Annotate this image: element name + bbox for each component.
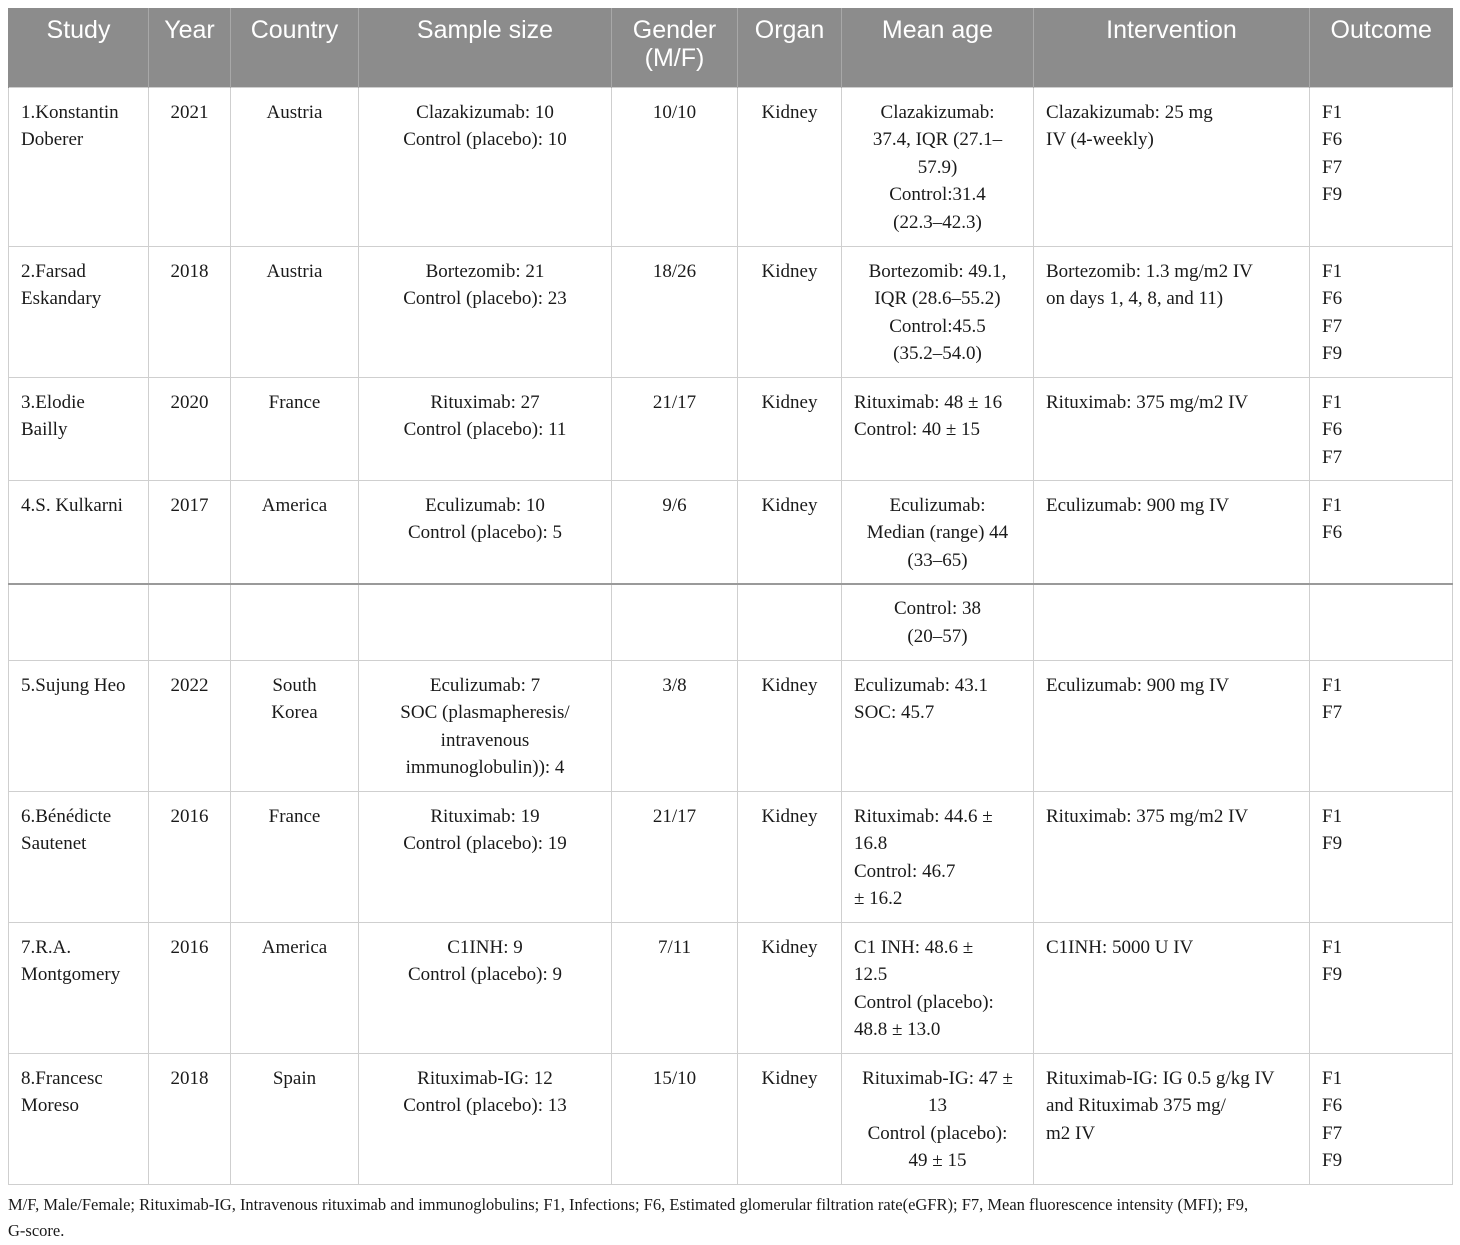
cell-text-line: Montgomery <box>21 964 121 985</box>
footnote-line: M/F, Male/Female; Rituximab-IG, Intravenous rituximab and immunoglobulins; F1, Infections; F6, Estimated glomerular filtration rate(eGFR); F7, Mean fluorescence intensity (MFI); F9, <box>8 1195 1249 1214</box>
column-header-country <box>231 8 359 87</box>
cell-text-line: Control (placebo): 10 <box>403 129 567 150</box>
cell-text-line: Control (placebo): 11 <box>403 419 567 440</box>
cell-gender <box>612 377 738 480</box>
cell-text-line: France <box>268 805 321 827</box>
table-row <box>9 377 1453 480</box>
cell-outcome <box>1310 480 1453 584</box>
cell-text-line: on days 1, 4, 8, and 11) <box>1046 288 1224 309</box>
cell-text-line: Median (range) 44 <box>866 522 1009 543</box>
cell-organ <box>738 480 842 584</box>
column-header-text: Organ <box>754 16 825 44</box>
cell-text-line: 16.8 <box>854 833 888 854</box>
cell-country <box>231 1053 359 1184</box>
cell-text-line: Control (placebo): <box>867 1122 1008 1144</box>
cell-text-line: F6 <box>1322 419 1343 440</box>
cell-text-line: Clazakizumab: 25 mg <box>1046 101 1213 123</box>
cell-text-line: 2018 <box>170 1067 209 1089</box>
cell-organ <box>738 660 842 791</box>
cell-intervention <box>1034 791 1310 922</box>
cell-year <box>149 922 231 1053</box>
cell-text-line: France <box>268 391 321 413</box>
cell-text-line: 10/10 <box>652 101 697 123</box>
cell-text-line: Control: 38 <box>893 598 982 619</box>
cell-mean-age <box>842 246 1034 377</box>
cell-organ <box>738 87 842 246</box>
cell-text-line: F1 <box>1322 260 1343 282</box>
study-characteristics-table <box>8 8 1453 1185</box>
cell-gender <box>612 791 738 922</box>
cell-text-line: F9 <box>1322 1150 1343 1171</box>
cell-mean-age <box>842 922 1034 1053</box>
cell-study <box>9 246 149 377</box>
cell-text-line: 7/11 <box>657 936 692 958</box>
cell-gender <box>612 480 738 584</box>
cell-text-line: 6.Bénédicte <box>21 805 112 827</box>
cell-outcome <box>1310 87 1453 246</box>
cell-text-line: Eculizumab: <box>889 494 986 516</box>
cell-text-line: Control (placebo): 9 <box>407 964 563 985</box>
cell-country <box>231 246 359 377</box>
cell-year <box>149 246 231 377</box>
cell-text-line: Rituximab-IG: IG 0.5 g/kg IV <box>1046 1067 1275 1089</box>
cell-text-line: Eculizumab: 10 <box>425 494 545 516</box>
cell-organ <box>738 1053 842 1184</box>
cell-text-line: F7 <box>1322 315 1343 337</box>
cell-text-line: Rituximab: 27 <box>430 391 540 413</box>
cell-text-line: F6 <box>1322 1095 1343 1116</box>
column-header-sample-size <box>359 8 612 87</box>
cell-text-line: 2018 <box>170 260 209 282</box>
table-row <box>9 584 1453 660</box>
cell-text-line: F9 <box>1322 343 1343 364</box>
cell-outcome <box>1310 1053 1453 1184</box>
footnote-line: G-score. <box>8 1221 65 1240</box>
cell-text-line: Rituximab: 19 <box>430 805 540 827</box>
cell-text-line: Control: 40 ± 15 <box>854 419 981 440</box>
cell-text-line: Kidney <box>761 494 818 516</box>
cell-text-line: 4.S. Kulkarni <box>21 494 123 516</box>
cell-year <box>149 377 231 480</box>
cell-mean-age <box>842 480 1034 584</box>
table-row <box>9 87 1453 246</box>
column-header-text: Gender <box>632 16 717 44</box>
cell-text-line: F9 <box>1322 833 1343 854</box>
cell-organ <box>738 377 842 480</box>
cell-text-line: F6 <box>1322 129 1343 150</box>
cell-text-line: m2 IV <box>1046 1122 1096 1144</box>
cell-text-line: C1INH: 9 <box>447 936 523 958</box>
cell-text-line: Rituximab-IG: 47 ± <box>862 1067 1013 1089</box>
cell-text-line: 12.5 <box>854 964 888 985</box>
cell-intervention <box>1034 87 1310 246</box>
cell-text-line: 15/10 <box>652 1067 697 1089</box>
cell-text-line: 7.R.A. <box>21 936 72 958</box>
cell-text-line: Moreso <box>21 1095 80 1116</box>
cell-text-line: 13 <box>928 1095 947 1116</box>
cell-text-line: 2016 <box>170 936 209 958</box>
cell-text-line: Control (placebo): 5 <box>407 522 563 543</box>
cell-text-line: Austria <box>266 101 323 123</box>
cell-text-line: Rituximab: 48 ± 16 <box>854 391 1003 413</box>
cell-gender <box>612 1053 738 1184</box>
cell-organ <box>738 246 842 377</box>
cell-study <box>9 480 149 584</box>
cell-text-line: ± 16.2 <box>854 888 903 909</box>
cell-text-line: Control: 46.7 <box>854 860 956 882</box>
cell-text-line: Control (placebo): 23 <box>403 288 567 309</box>
cell-text-line: Bortezomib: 49.1, <box>868 260 1007 282</box>
cell-gender <box>612 660 738 791</box>
cell-text-line: 1.Konstantin <box>21 101 119 123</box>
cell-text-line: Kidney <box>761 1067 818 1089</box>
column-header-mean-age <box>842 8 1034 87</box>
cell-text-line: Eculizumab: 43.1 <box>854 674 989 696</box>
cell-text-line: Rituximab: 44.6 ± <box>854 805 993 827</box>
cell-text-line: F1 <box>1322 494 1343 516</box>
table-row <box>9 922 1453 1053</box>
column-header-year <box>149 8 231 87</box>
column-header-text: Sample size <box>416 16 554 44</box>
cell-text-line: C1 INH: 48.6 ± <box>854 936 974 958</box>
column-header-organ <box>738 8 842 87</box>
cell-text-line: (20–57) <box>907 625 968 647</box>
cell-text-line: Control:45.5 <box>889 315 986 337</box>
cell-text-line: IQR (28.6–55.2) <box>874 288 1001 309</box>
cell-text-line: Eculizumab: 7 <box>429 674 541 696</box>
cell-study <box>9 87 149 246</box>
cell-text-line: Rituximab: 375 mg/m2 IV <box>1046 805 1249 827</box>
cell-gender <box>612 584 738 660</box>
cell-year <box>149 584 231 660</box>
cell-text-line: Clazakizumab: 10 <box>416 101 554 123</box>
cell-text-line: Rituximab: 375 mg/m2 IV <box>1046 391 1249 413</box>
column-header-text: Year <box>164 16 215 44</box>
cell-text-line: America <box>261 936 328 958</box>
cell-text-line: 2.Farsad <box>21 260 86 282</box>
column-header-text: Outcome <box>1330 16 1432 44</box>
cell-organ <box>738 791 842 922</box>
cell-text-line: F1 <box>1322 1067 1343 1089</box>
cell-country <box>231 922 359 1053</box>
cell-text-line: (33–65) <box>907 549 968 571</box>
column-header-text: Country <box>250 16 339 44</box>
cell-study <box>9 377 149 480</box>
cell-text-line: F6 <box>1322 288 1343 309</box>
cell-outcome <box>1310 246 1453 377</box>
cell-intervention <box>1034 584 1310 660</box>
cell-text-line: Doberer <box>21 129 84 150</box>
column-header-text: (M/F) <box>644 44 705 72</box>
cell-year <box>149 87 231 246</box>
cell-text-line: IV (4-weekly) <box>1046 129 1154 150</box>
cell-text-line: 3.Elodie <box>21 391 85 413</box>
cell-mean-age <box>842 791 1034 922</box>
cell-text-line: Control:31.4 <box>889 184 986 205</box>
cell-text-line: 37.4, IQR (27.1– <box>872 129 1003 150</box>
cell-text-line: Kidney <box>761 391 818 413</box>
cell-year <box>149 660 231 791</box>
cell-text-line: Kidney <box>761 101 818 123</box>
cell-outcome <box>1310 377 1453 480</box>
cell-text-line: 8.Francesc <box>21 1067 103 1089</box>
cell-text-line: Kidney <box>761 674 818 696</box>
cell-text-line: Eculizumab: 900 mg IV <box>1046 674 1230 696</box>
cell-text-line: (22.3–42.3) <box>893 211 982 233</box>
cell-text-line: America <box>261 494 328 516</box>
table-row <box>9 480 1453 584</box>
cell-study <box>9 791 149 922</box>
cell-text-line: Sautenet <box>21 833 87 854</box>
cell-text-line: 21/17 <box>652 391 697 413</box>
cell-text-line: 48.8 ± 13.0 <box>854 1019 941 1040</box>
column-header-text: Intervention <box>1106 16 1237 44</box>
table-row <box>9 660 1453 791</box>
cell-text-line: F7 <box>1322 1122 1343 1144</box>
cell-text-line: Eskandary <box>21 288 102 309</box>
cell-study <box>9 1053 149 1184</box>
cell-text-line: Eculizumab: 900 mg IV <box>1046 494 1230 516</box>
table-body <box>9 87 1453 1184</box>
cell-text-line: F1 <box>1322 936 1343 958</box>
cell-intervention <box>1034 246 1310 377</box>
cell-text-line: F7 <box>1322 156 1343 178</box>
cell-text-line: 5.Sujung Heo <box>21 674 126 696</box>
cell-outcome <box>1310 660 1453 791</box>
cell-outcome <box>1310 791 1453 922</box>
cell-text-line: South <box>272 674 317 696</box>
cell-sample-size <box>359 246 612 377</box>
cell-text-line: Bailly <box>21 419 68 440</box>
column-header-gender <box>612 8 738 87</box>
cell-text-line: 2021 <box>170 101 209 123</box>
cell-text-line: 3/8 <box>662 674 687 696</box>
cell-sample-size <box>359 87 612 246</box>
cell-year <box>149 480 231 584</box>
cell-text-line: F1 <box>1322 674 1343 696</box>
cell-sample-size <box>359 377 612 480</box>
table-footnote <box>8 1192 1452 1244</box>
cell-sample-size <box>359 1053 612 1184</box>
cell-text-line: F1 <box>1322 805 1343 827</box>
cell-intervention <box>1034 377 1310 480</box>
cell-text-line: 2022 <box>170 674 209 696</box>
cell-country <box>231 87 359 246</box>
cell-text-line: Austria <box>266 260 323 282</box>
cell-sample-size <box>359 922 612 1053</box>
cell-country <box>231 791 359 922</box>
table-row <box>9 246 1453 377</box>
cell-text-line: Spain <box>272 1067 317 1089</box>
cell-mean-age <box>842 660 1034 791</box>
cell-intervention <box>1034 1053 1310 1184</box>
cell-text-line: 9/6 <box>662 494 687 516</box>
cell-text-line: 21/17 <box>652 805 697 827</box>
cell-text-line: immunoglobulin)): 4 <box>405 757 565 778</box>
cell-text-line: 18/26 <box>652 260 697 282</box>
cell-text-line: 2020 <box>170 391 209 413</box>
cell-text-line: Control (placebo): 13 <box>403 1095 567 1116</box>
cell-organ <box>738 922 842 1053</box>
cell-text-line: Control (placebo): <box>854 991 994 1013</box>
cell-text-line: F6 <box>1322 522 1343 543</box>
cell-text-line: SOC: 45.7 <box>854 702 935 723</box>
column-header-outcome <box>1310 8 1453 87</box>
cell-text-line: Rituximab-IG: 12 <box>417 1067 553 1089</box>
cell-year <box>149 791 231 922</box>
cell-text-line: 57.9) <box>917 156 958 178</box>
cell-sample-size <box>359 584 612 660</box>
cell-text-line: SOC (plasmapheresis/ <box>400 702 570 723</box>
cell-year <box>149 1053 231 1184</box>
cell-study <box>9 922 149 1053</box>
cell-outcome <box>1310 584 1453 660</box>
cell-text-line: intravenous <box>440 729 530 751</box>
cell-intervention <box>1034 480 1310 584</box>
cell-text-line: (35.2–54.0) <box>893 343 982 364</box>
cell-text-line: 49 ± 15 <box>908 1150 967 1171</box>
cell-text-line: 2016 <box>170 805 209 827</box>
cell-mean-age <box>842 87 1034 246</box>
cell-text-line: F7 <box>1322 702 1343 723</box>
column-header-text: Mean age <box>881 16 994 44</box>
cell-text-line: Clazakizumab: <box>880 101 995 123</box>
cell-country <box>231 660 359 791</box>
cell-sample-size <box>359 791 612 922</box>
cell-mean-age <box>842 1053 1034 1184</box>
table-row <box>9 791 1453 922</box>
cell-text-line: F7 <box>1322 446 1343 468</box>
cell-text-line: Control (placebo): 19 <box>403 833 567 854</box>
cell-mean-age <box>842 584 1034 660</box>
cell-gender <box>612 246 738 377</box>
cell-study <box>9 660 149 791</box>
column-header-study <box>9 8 149 87</box>
cell-organ <box>738 584 842 660</box>
column-header-text: Study <box>46 16 111 44</box>
cell-text-line: F1 <box>1322 391 1343 413</box>
cell-country <box>231 584 359 660</box>
cell-study <box>9 584 149 660</box>
cell-text-line: C1INH: 5000 U IV <box>1046 936 1194 958</box>
table-header-row <box>9 8 1453 87</box>
cell-text-line: Kidney <box>761 805 818 827</box>
cell-text-line: Kidney <box>761 936 818 958</box>
cell-outcome <box>1310 922 1453 1053</box>
cell-text-line: F1 <box>1322 101 1343 123</box>
cell-text-line: Bortezomib: 21 <box>425 260 545 282</box>
cell-text-line: Korea <box>271 702 318 723</box>
cell-intervention <box>1034 922 1310 1053</box>
cell-text-line: 2017 <box>170 494 209 516</box>
cell-text-line: and Rituximab 375 mg/ <box>1046 1095 1226 1116</box>
cell-text-line: Kidney <box>761 260 818 282</box>
cell-text-line: Bortezomib: 1.3 mg/m2 IV <box>1046 260 1253 282</box>
cell-text-line: F9 <box>1322 964 1343 985</box>
cell-country <box>231 377 359 480</box>
column-header-intervention <box>1034 8 1310 87</box>
cell-sample-size <box>359 660 612 791</box>
cell-gender <box>612 87 738 246</box>
cell-gender <box>612 922 738 1053</box>
table-row <box>9 1053 1453 1184</box>
cell-intervention <box>1034 660 1310 791</box>
study-characteristics-table-wrapper <box>8 8 1452 1185</box>
cell-sample-size <box>359 480 612 584</box>
cell-mean-age <box>842 377 1034 480</box>
cell-text-line: F9 <box>1322 184 1343 205</box>
cell-country <box>231 480 359 584</box>
